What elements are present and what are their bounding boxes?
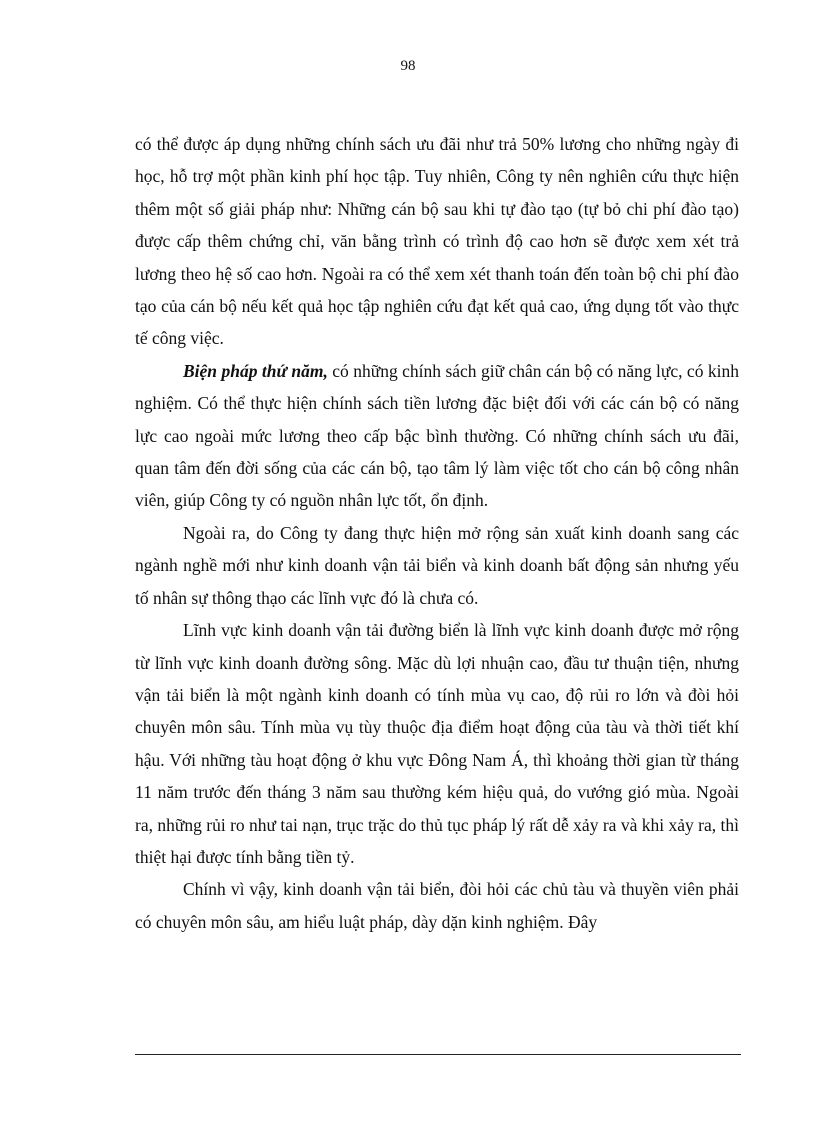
document-body: [135, 128, 739, 938]
footer-divider: [135, 1054, 741, 1055]
page-number: 98: [400, 58, 416, 74]
paragraph-2: [135, 355, 739, 517]
paragraph-4: Lĩnh vực kinh doanh vận tải đường biển là lĩnh vực kinh doanh được mở rộng từ lĩnh vực kinh doanh đường sông. Mặc dù lợi nhuận cao, đầu tư thuận tiện, nhưng vận tải biển là một ngành kinh doanh có tính mùa vụ cao, độ rủi ro lớn và đòi hỏi chuyên môn sâu. Tính mùa vụ tùy thuộc địa điểm hoạt động của tàu và thời tiết khí hậu. Với những tàu hoạt động ở khu vực Đông Nam Á, thì khoảng thời gian từ tháng 11 năm trước đến tháng 3 năm sau thường kém hiệu quả, do vướng gió mùa. Ngoài ra, những rủi ro như tai nạn, trục trặc do thủ tục pháp lý rất dễ xảy ra và khi xảy ra, thì thiệt hại được tính bằng tiền tỷ.: [135, 620, 739, 867]
paragraph-2-body: có những chính sách giữ chân cán bộ có năng lực, có kinh nghiệm. Có thể thực hiện chính sách tiền lương đặc biệt đối với các cán bộ có năng lực cao ngoài mức lương theo cấp bậc bình thường. Có những chính sách ưu đãi, quan tâm đến đời sống của các cán bộ, tạo tâm lý làm việc tốt cho cán bộ công nhân viên, giúp Công ty có nguồn nhân lực tốt, ổn định.: [135, 360, 739, 511]
paragraph-1: có thể được áp dụng những chính sách ưu đãi như trả 50% lương cho những ngày đi học, hỗ trợ một phần kinh phí học tập. Tuy nhiên, Công ty nên nghiên cứu thực hiện thêm một số giải pháp như: Những cán bộ sau khi tự đào tạo (tự bỏ chi phí đào tạo) được cấp thêm chứng chỉ, văn bằng trình có trình độ cao hơn sẽ được xem xét trả lương theo hệ số cao hơn. Ngoài ra có thể xem xét thanh toán đến toàn bộ chi phí đào tạo của cán bộ nếu kết quả học tập nghiên cứu đạt kết quả cao, ứng dụng tốt vào thực tế công việc.: [135, 134, 739, 349]
paragraph-3: Ngoài ra, do Công ty đang thực hiện mở rộng sản xuất kinh doanh sang các ngành nghề mới như kinh doanh vận tải biển và kinh doanh bất động sản nhưng yếu tố nhân sự thông thạo các lĩnh vực đó là chưa có.: [135, 522, 739, 608]
paragraph-2-lead: Biện pháp thứ năm,: [183, 360, 328, 381]
paragraph-5: Chính vì vậy, kinh doanh vận tải biển, đòi hỏi các chủ tàu và thuyền viên phải có chuyên môn sâu, am hiểu luật pháp, dày dặn kinh nghiệm. Đây: [135, 879, 739, 932]
